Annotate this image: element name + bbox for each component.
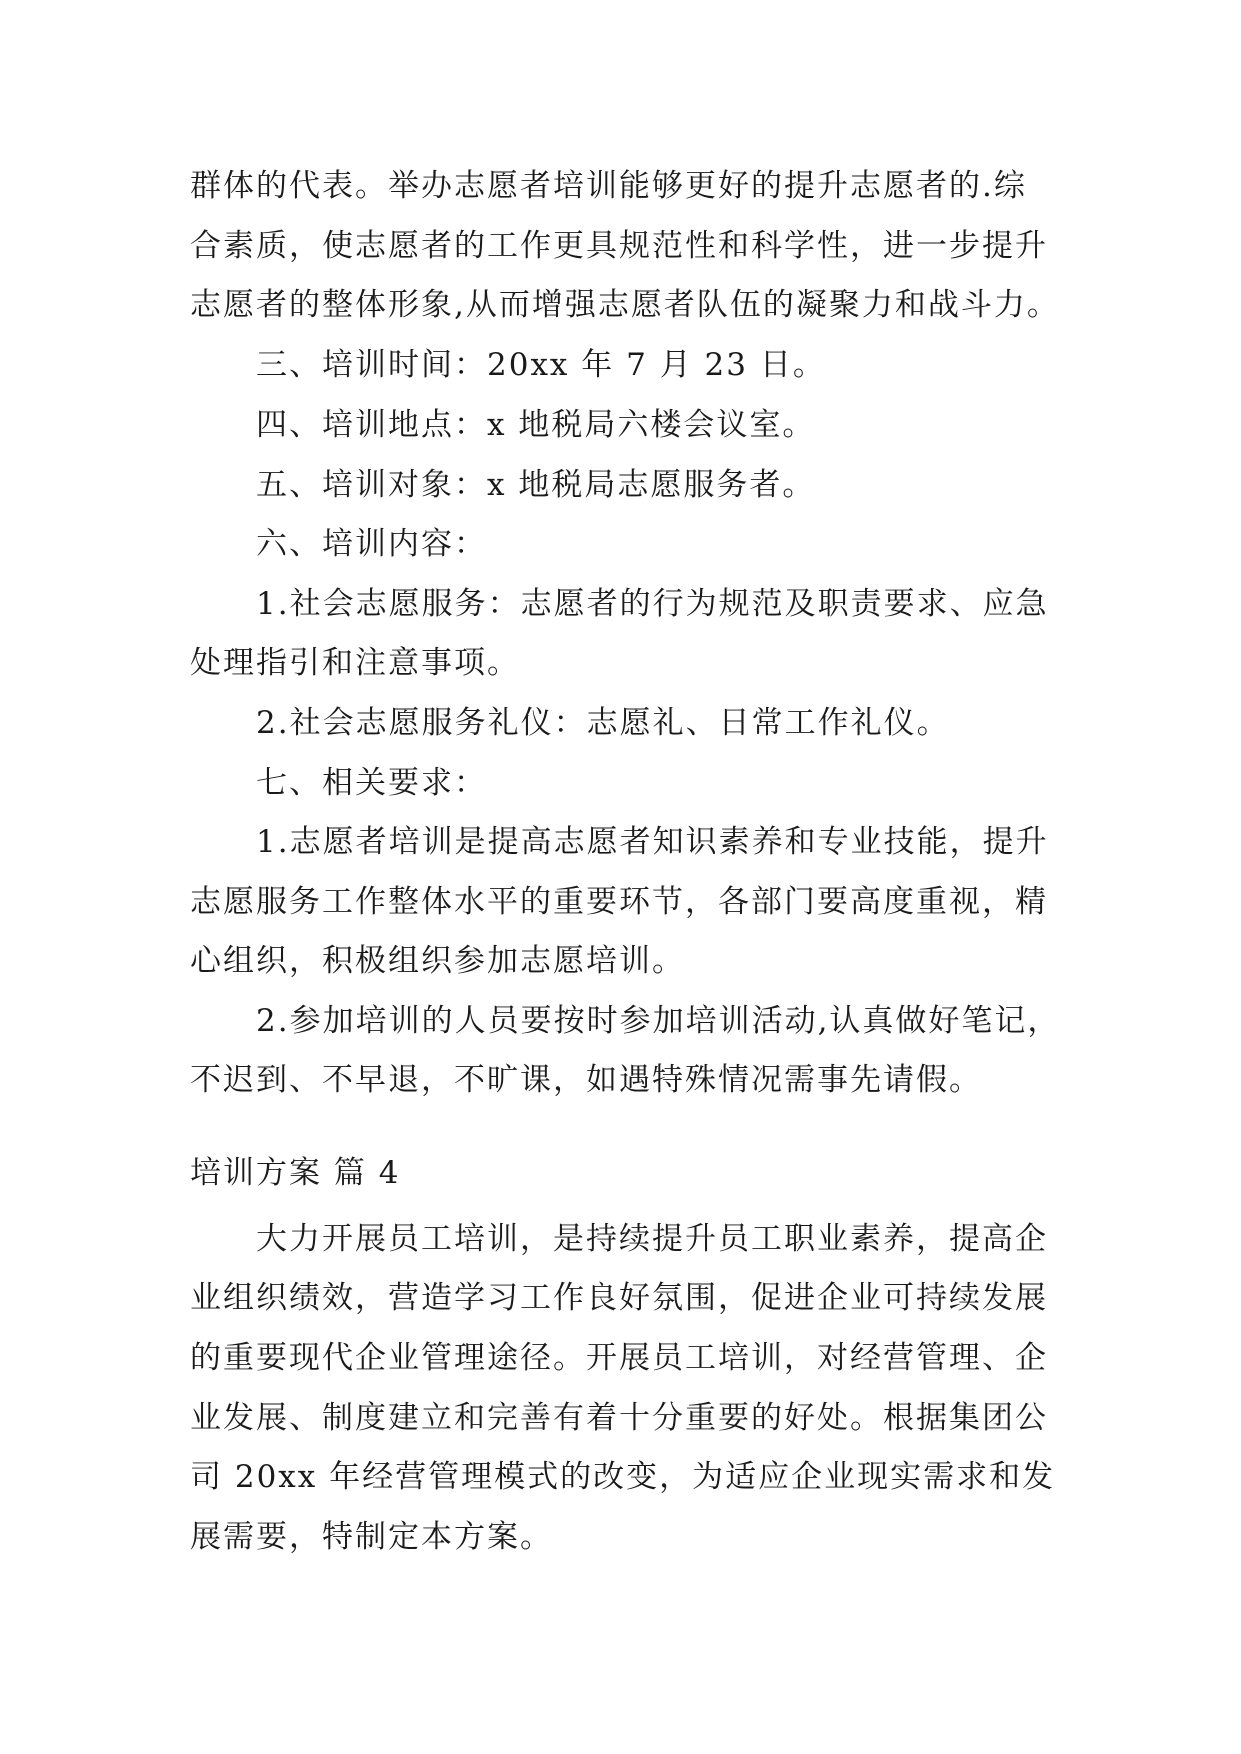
- paragraph-line: 志愿者的整体形象,从而增强志愿者队伍的凝聚力和战斗力。: [190, 287, 1060, 323]
- requirement-1-line: 心组织，积极组织参加志愿培训。: [190, 943, 685, 979]
- content-item-1-line: 处理指引和注意事项。: [190, 645, 520, 681]
- requirement-2-line: 2.参加培训的人员要按时参加培训活动,认真做好笔记，: [256, 1003, 1061, 1039]
- paragraph-line: 群体的代表。举办志愿者培训能够更好的提升志愿者的.综: [190, 168, 1027, 204]
- section-title: 培训方案 篇 4: [190, 1155, 401, 1191]
- training-time: 三、培训时间：20xx 年 7 月 23 日。: [256, 347, 826, 383]
- section4-paragraph-line: 展需要，特制定本方案。: [190, 1519, 553, 1555]
- content-item-1-line: 1.社会志愿服务：志愿者的行为规范及职责要求、应急: [256, 586, 1049, 622]
- content-item-2: 2.社会志愿服务礼仪：志愿礼、日常工作礼仪。: [256, 705, 950, 741]
- requirement-1-line: 志愿服务工作整体水平的重要环节，各部门要高度重视，精: [190, 884, 1048, 920]
- requirement-1-line: 1.志愿者培训是提高志愿者知识素养和专业技能，提升: [256, 824, 1049, 860]
- training-location: 四、培训地点：x 地税局六楼会议室。: [256, 407, 816, 443]
- training-audience: 五、培训对象：x 地税局志愿服务者。: [256, 467, 816, 503]
- section4-paragraph-line: 的重要现代企业管理途径。开展员工培训，对经营管理、企: [190, 1340, 1048, 1376]
- training-content-heading: 六、培训内容：: [256, 526, 487, 562]
- section4-paragraph-line: 业发展、制度建立和完善有着十分重要的好处。根据集团公: [190, 1400, 1048, 1436]
- section4-paragraph-line: 司 20xx 年经营管理模式的改变，为适应企业现实需求和发: [190, 1459, 1056, 1495]
- requirement-2-line: 不迟到、不早退，不旷课，如遇特殊情况需事先请假。: [190, 1062, 982, 1098]
- paragraph-line: 合素质，使志愿者的工作更具规范性和科学性，进一步提升: [190, 228, 1048, 264]
- requirements-heading: 七、相关要求：: [256, 765, 487, 801]
- section4-paragraph-line: 业组织绩效，营造学习工作良好氛围，促进企业可持续发展: [190, 1280, 1048, 1316]
- section4-paragraph-line: 大力开展员工培训，是持续提升员工职业素养，提高企: [256, 1221, 1048, 1257]
